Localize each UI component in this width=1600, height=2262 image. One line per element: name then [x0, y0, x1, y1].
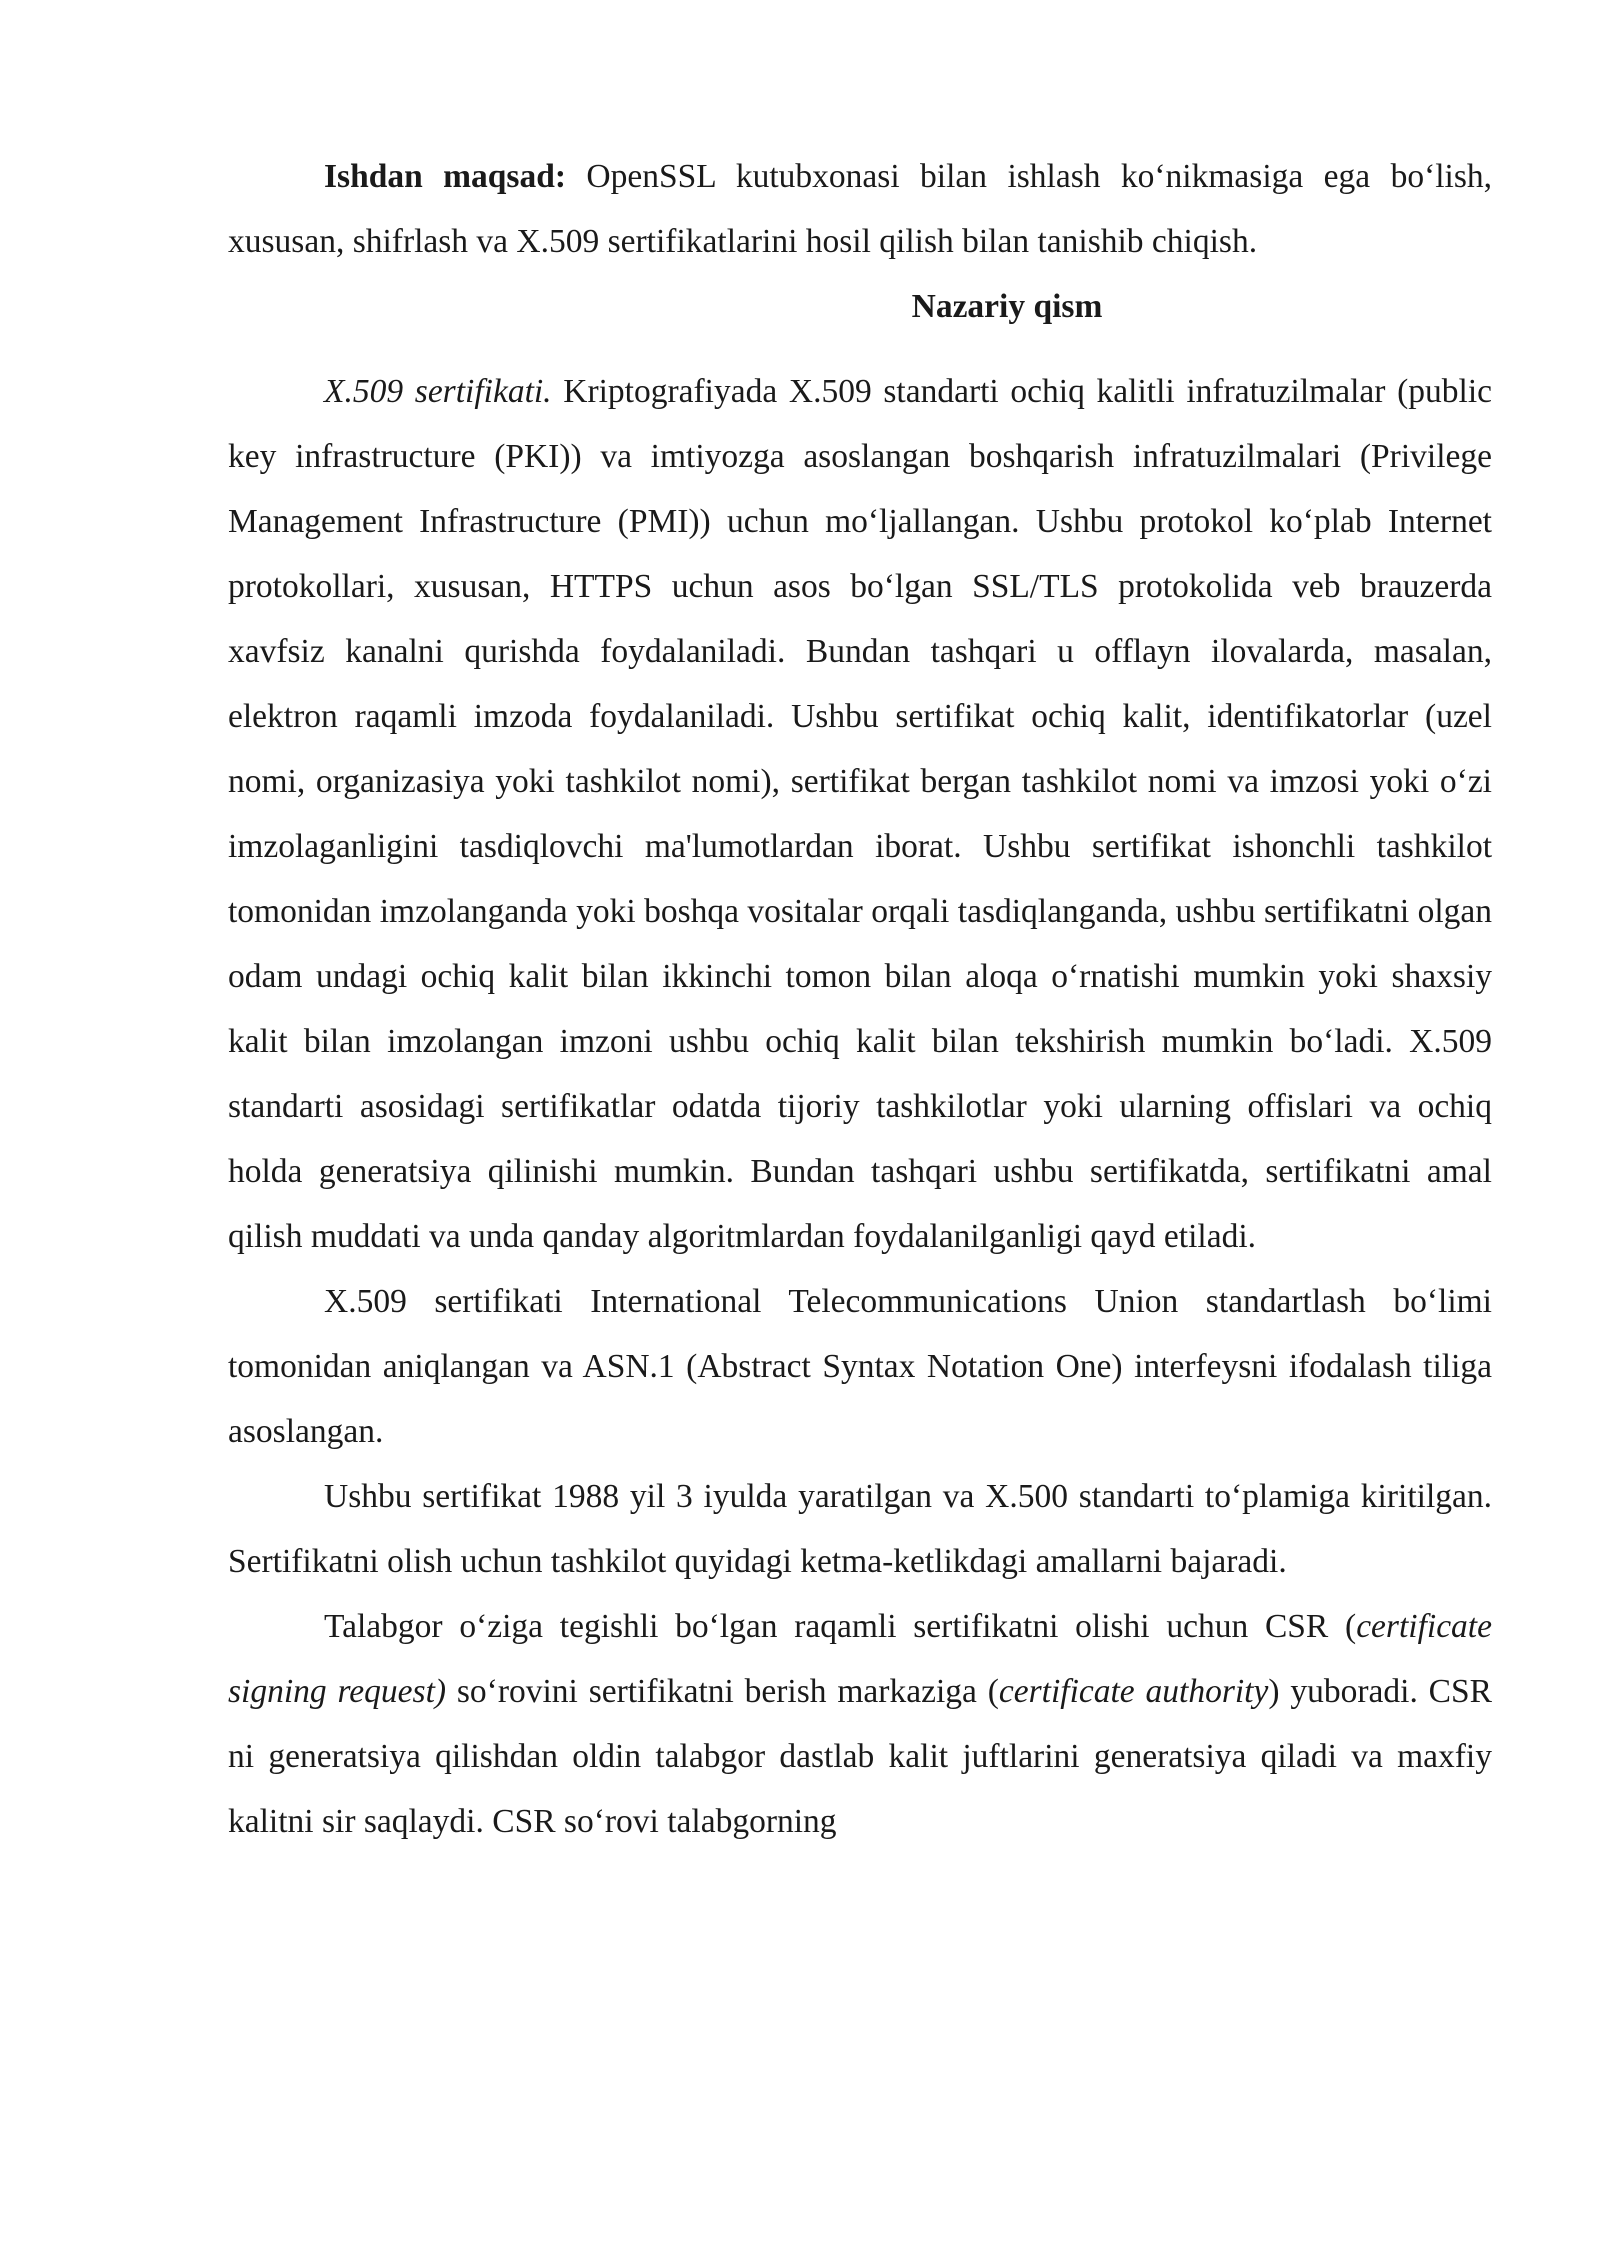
- goal-text: OpenSSL kutubxonasi bilan ishlash ko‘nikmasiga ega bo‘lish, xususan, shifrlash va X.509 sertifikatlarini hosil qilish bilan tanishib chiqish.: [228, 158, 1492, 260]
- document-page: [228, 144, 1492, 1854]
- csr-term: certificate signing request): [228, 1608, 1492, 1710]
- paragraph-x509-intro-text: Kriptografiyada X.509 standarti ochiq kalitli infratuzilmalar (public key infrastructure (PKI)) va imtiyozga asoslangan boshqarish infratuzilmalari (Privilege Management Infrastructure (PMI)) uchun mo‘ljallangan. Ushbu protokol ko‘plab Internet protokollari, xususan, HTTPS uchun asos bo‘lgan SSL/TLS protokolida veb brauzerda xavfsiz kanalni qurishda foydalaniladi. Bundan tashqari u offlayn ilovalarda, masalan, elektron raqamli imzoda foydalaniladi. Ushbu sertifikat ochiq kalit, identifikatorlar (uzel nomi, organizasiya yoki tashkilot nomi), sertifikat bergan tashkilot nomi va imzosi yoki o‘zi imzolaganligini tasdiqlovchi ma'lumotlardan iborat. Ushbu sertifikat ishonchli tashkilot tomonidan imzolanganda yoki boshqa vositalar orqali tasdiqlanganda, ushbu sertifikatni olgan odam undagi ochiq kalit bilan ikkinchi tomon bilan aloqa o‘rnatishi mumkin yoki shaxsiy kalit bilan imzolangan imzoni ushbu ochiq kalit bilan tekshirish mumkin bo‘ladi. X.509 standarti asosidagi sertifikatlar odatda tijoriy tashkilotlar yoki ularning offislari va ochiq holda generatsiya qilinishi mumkin. Bundan tashqari ushbu sertifikatda, sertifikatni amal qilish muddati va unda qanday algoritmlardan foydalanilganligi qayd etiladi.: [228, 373, 1492, 1255]
- csr-text-3: ) yuboradi. CSR ni generatsiya qilishdan oldin talabgor dastlab kalit juftlarini generatsiya qiladi va maxfiy kalitni sir saqlaydi. CSR so‘rovi talabgorning: [228, 1673, 1492, 1840]
- goal-label: Ishdan maqsad:: [324, 158, 566, 195]
- goal-paragraph: [228, 144, 1492, 274]
- x509-term: X.509 sertifikati.: [324, 373, 552, 410]
- paragraph-x509-intro: [228, 359, 1492, 1269]
- csr-text-1: Talabgor o‘ziga tegishli bo‘lgan raqamli sertifikatni olishi uchun CSR (: [324, 1608, 1357, 1645]
- paragraph-itu: X.509 sertifikati International Telecommunications Union standartlash bo‘limi tomonidan aniqlangan va ASN.1 (Abstract Syntax Notation One) interfeysni ifodalash tiliga asoslangan.: [228, 1283, 1492, 1450]
- section-heading-text: Nazariy qism: [911, 288, 1103, 325]
- paragraph-csr: [228, 1594, 1492, 1854]
- paragraph-history: Ushbu sertifikat 1988 yil 3 iyulda yaratilgan va X.500 standarti to‘plamiga kiritilgan. Sertifikatni olish uchun tashkilot quyidagi ketma-ketlikdagi amallarni bajaradi.: [228, 1478, 1492, 1580]
- csr-text-2: so‘rovini sertifikatni berish markaziga (: [446, 1673, 999, 1710]
- section-heading: [228, 274, 1492, 359]
- ca-term: certificate authority: [998, 1673, 1269, 1710]
